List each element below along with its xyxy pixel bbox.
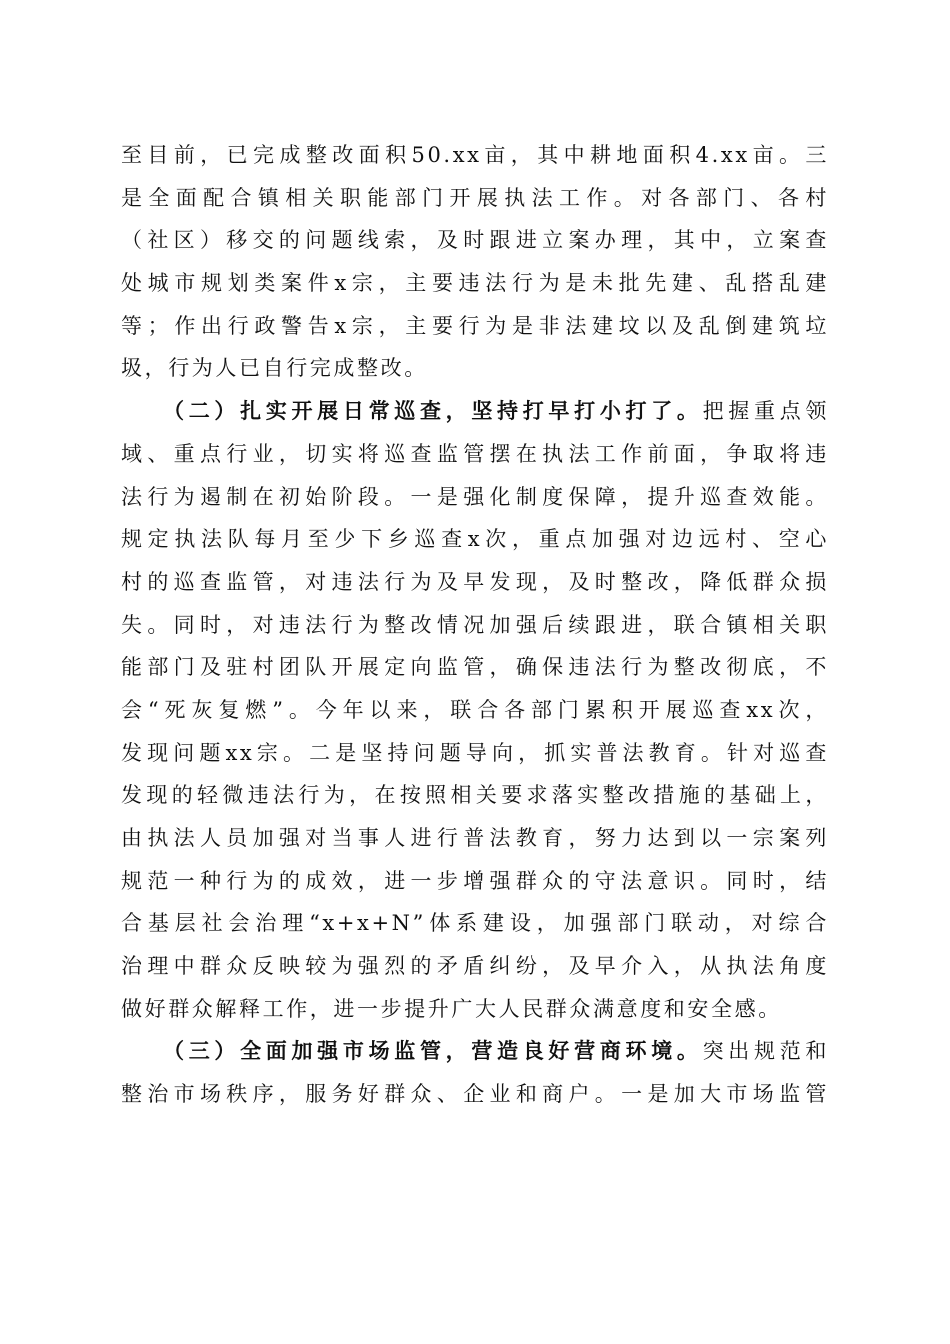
text-line: 发现的轻微违法行为，在按照相关要求落实整改措施的基础上， [121, 783, 829, 808]
section-heading: （二）扎实开展日常巡查，坚持打早打小打了。 [163, 398, 703, 424]
text-line: 由执法人员加强对当事人进行普法教育，努力达到以一宗案列 [121, 826, 829, 850]
text-line: 法行为遏制在初始阶段。一是强化制度保障，提升巡查效能。 [121, 484, 829, 509]
text-line: 合基层社会治理“x+x+N”体系建设，加强部门联动，对综合 [121, 911, 829, 936]
text-line: 等；作出行政警告x宗，主要行为是非法建坟以及乱倒建筑垃 [121, 313, 829, 338]
text-line: 处城市规划类案件x宗，主要违法行为是未批先建、乱搭乱建 [121, 271, 829, 296]
text-line: 失。同时，对违法行为整改情况加强后续跟进，联合镇相关职 [121, 612, 829, 637]
paragraph-first-line [121, 390, 829, 433]
text-line: 村的巡查监管，对违法行为及早发现，及时整改，降低群众损 [121, 569, 829, 594]
text-line: 圾，行为人已自行完成整改。 [121, 356, 428, 381]
text-line: 至目前，已完成整改面积50.xx亩，其中耕地面积4.xx亩。三 [121, 143, 829, 167]
paragraph-1 [121, 134, 829, 390]
text-line: 域、重点行业，切实将巡查监管摆在执法工作前面，争取将违 [121, 441, 829, 466]
section-heading: （三）全面加强市场监管，营造良好营商环境。 [163, 1038, 703, 1064]
text-line: 规定执法队每月至少下乡巡查x次，重点加强对边远村、空心 [121, 527, 829, 552]
heading-continuation: 突出规范和 [702, 1039, 829, 1064]
text-line: 能部门及驻村团队开展定向监管，确保违法行为整改彻底，不 [121, 655, 829, 680]
text-line: （社区）移交的问题线索，及时跟进立案办理，其中，立案查 [121, 228, 829, 253]
paragraph-3 [121, 1030, 829, 1115]
text-line: 是全面配合镇相关职能部门开展执法工作。对各部门、各村 [121, 185, 829, 210]
text-line: 治理中群众反映较为强烈的矛盾纠纷，及早介入，从执法角度 [121, 954, 829, 979]
text-line: 会“死灰复燃”。今年以来，联合各部门累积开展巡查xx次， [121, 697, 829, 722]
text-line: 规范一种行为的成效，进一步增强群众的守法意识。同时，结 [121, 868, 829, 893]
text-line: 做好群众解释工作，进一步提升广大人民群众满意度和安全感。 [121, 996, 782, 1021]
paragraph-2 [121, 390, 829, 1030]
paragraph-first-line [121, 1030, 829, 1073]
heading-continuation: 把握重点领 [702, 399, 829, 424]
text-line: 发现问题xx宗。二是坚持问题导向，抓实普法教育。针对巡查 [121, 740, 829, 765]
document-body [121, 134, 829, 1116]
text-line: 整治市场秩序，服务好群众、企业和商户。一是加大市场监管 [121, 1082, 829, 1107]
